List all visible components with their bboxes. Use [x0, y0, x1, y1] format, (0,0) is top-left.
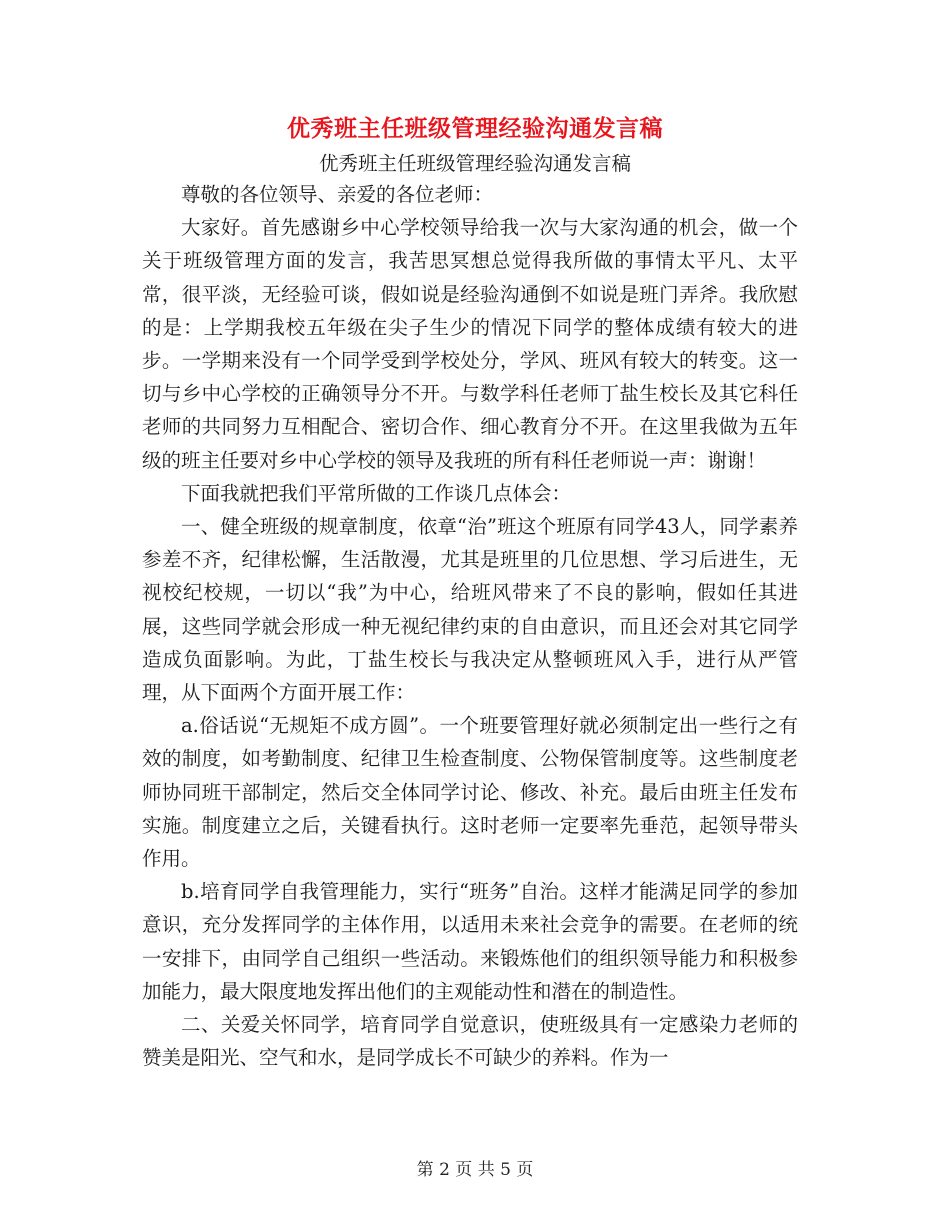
body-paragraph: b.培育同学自我管理能力，实行“班务”自治。这样才能满足同学的参加意识，充分发挥同学的主体作用，以适用未来社会竞争的需要。在老师的统一安排下，由同学自己组织一些活动。来锻炼他们的组织领导能力和积极参加能力，最大限度地发挥出他们的主观能动性和潜在的制造性。	[142, 880, 798, 1003]
document-subtitle: 优秀班主任班级管理经验沟通发言稿	[318, 152, 631, 175]
document-title: 优秀班主任班级管理经验沟通发言稿	[287, 115, 663, 142]
body-paragraph: 二、关爱关怀同学，培育同学自觉意识，使班级具有一定感染力老师的赞美是阳光、空气和水，是同学成长不可缺少的养料。作为一	[142, 1013, 798, 1070]
document-body	[142, 178, 798, 1074]
salutation-paragraph: 尊敬的各位领导、亲爱的各位老师：	[181, 183, 494, 206]
body-paragraph: a.俗话说“无规矩不成方圆”。一个班要管理好就必须制定出一些行之有效的制度，如考勤制度、纪律卫生检查制度、公物保管制度等。这些制度老师协同班干部制定，然后交全体同学讨论、修改、补充。最后由班主任发布实施。制度建立之后，关键看执行。这时老师一定要率先垂范，起领导带头作用。	[142, 714, 798, 871]
body-paragraph: 大家好。首先感谢乡中心学校领导给我一次与大家沟通的机会，做一个关于班级管理方面的发言，我苦思冥想总觉得我所做的事情太平凡、太平常，很平淡，无经验可谈，假如说是经验沟通倒不如说是班门弄斧。我欣慰的是：上学期我校五年级在尖子生少的情况下同学的整体成绩有较大的进步。一学期来没有一个同学受到学校处分，学风、班风有较大的转变。这一切与乡中心学校的正确领导分不开。与数学科任老师丁盐生校长及其它科任老师的共同努力互相配合、密切合作、细心教育分不开。在这里我做为五年级的班主任要对乡中心学校的领导及我班的所有科任老师说一声：谢谢！	[142, 216, 798, 472]
body-paragraph: 下面我就把我们平常所做的工作谈几点体会：	[181, 481, 572, 505]
body-paragraph: 一、健全班级的规章制度，依章“治”班这个班原有同学43人，同学素养参差不齐，纪律松懈，生活散漫，尤其是班里的几位思想、学习后进生，无视校纪校规，一切以“我”为中心，给班风带来了不良的影响，假如任其进展，这些同学就会形成一种无视纪律约束的自由意识，而且还会对其它同学造成负面影响。为此，丁盐生校长与我决定从整顿班风入手，进行从严管理，从下面两个方面开展工作：	[142, 515, 798, 705]
page-number-footer: 第 2 页 共 5 页	[416, 1160, 534, 1180]
